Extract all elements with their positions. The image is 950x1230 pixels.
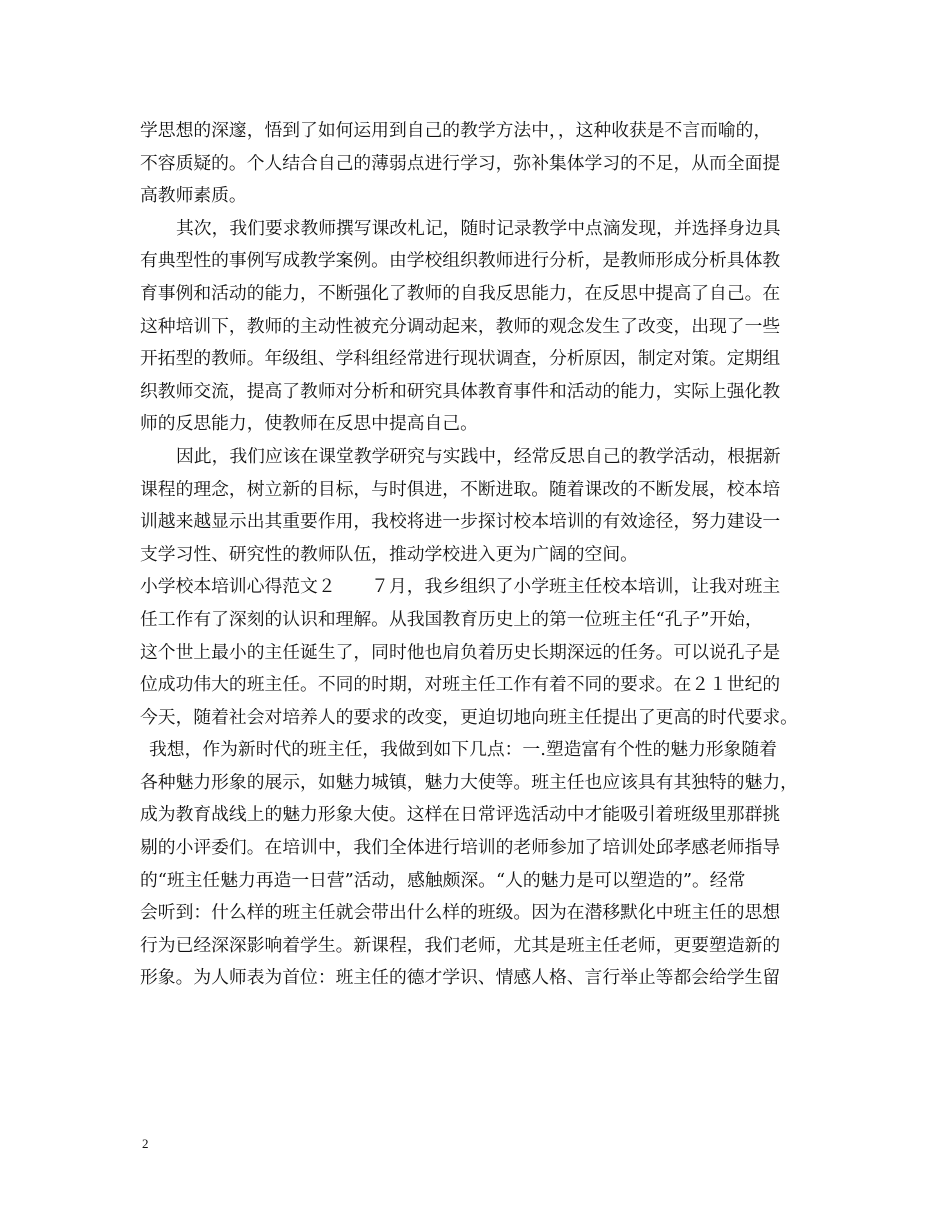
paragraph-start-line: 因此，我们应该在课堂教学研究与实践中，经常反思自己的教学活动，根据新 xyxy=(176,445,781,467)
text-line: 开拓型的教师。年级组、学科组经常进行现状调查，分析原因，制定对策。定期组 xyxy=(140,348,781,370)
text-line: 育事例和活动的能力，不断强化了教师的自我反思能力，在反思中提高了自己。在 xyxy=(140,282,781,304)
text-line: 高教师素质。 xyxy=(140,185,247,207)
page-number: 2 xyxy=(142,1136,149,1151)
text-line: 不容质疑的。个人结合自己的薄弱点进行学习，弥补集体学习的不足，从而全面提 xyxy=(140,152,781,174)
text-line: 训越来越显示出其重要作用，我校将进一步探讨校本培训的有效途径，努力建设一 xyxy=(140,511,781,533)
text-line: 形象。为人师表为首位：班主任的德才学识、情感人格、言行举止等都会给学生留 xyxy=(140,967,781,989)
text-line: 师的反思能力，使教师在反思中提高自己。 xyxy=(140,413,478,435)
text-line: 行为已经深深影响着学生。新课程，我们老师，尤其是班主任老师，更要塑造新的 xyxy=(140,934,781,956)
text-line: 我想，作为新时代的班主任，我做到如下几点：一.塑造富有个性的魅力形象随着 xyxy=(149,739,777,761)
text-line: 各种魅力形象的展示，如魅力城镇，魅力大使等。班主任也应该具有其独特的魅力， xyxy=(140,771,798,793)
section-title-line: 小学校本培训心得范文２ ７月，我乡组织了小学班主任校本培训，让我对班主 xyxy=(140,576,781,598)
text-line: 位成功伟大的班主任。不同的时期，对班主任工作有着不同的要求。在２１世纪的 xyxy=(140,674,781,696)
text-line: 有典型性的事例写成教学案例。由学校组织教师进行分析，是教师形成分析具体教 xyxy=(140,250,781,272)
paragraph-start-line: 其次，我们要求教师撰写课改札记，随时记录教学中点滴发现，并选择身边具 xyxy=(176,217,781,239)
text-line: 这个世上最小的主任诞生了，同时他也肩负着历史长期深远的任务。可以说孔子是 xyxy=(140,641,781,663)
document-body xyxy=(140,115,815,995)
text-line: 课程的理念，树立新的目标，与时俱进，不断进取。随着课改的不断发展，校本培 xyxy=(140,478,781,500)
text-line: 成为教育战线上的魅力形象大使。这样在日常评选活动中才能吸引着班级里那群挑 xyxy=(140,804,781,826)
text-line: 学思想的深邃，悟到了如何运用到自己的教学方法中，，这种收获是不言而喻的， xyxy=(140,120,772,141)
text-line: 的“班主任魅力再造一日营”活动，感触颇深。“人的魅力是可以塑造的”。经常 xyxy=(140,869,746,891)
text-line: 织教师交流，提高了教师对分析和研究具体教育事件和活动的能力，实际上强化教 xyxy=(140,380,781,402)
text-line: 这种培训下，教师的主动性被充分调动起来，教师的观念发生了改变，出现了一些 xyxy=(140,315,781,337)
text-line: 任工作有了深刻的认识和理解。从我国教育历史上的第一位班主任“孔子”开始， xyxy=(140,608,763,630)
text-line: 支学习性、研究性的教师队伍，推动学校进入更为广阔的空间。 xyxy=(140,543,638,565)
text-line: 剔的小评委们。在培训中，我们全体进行培训的老师参加了培训处邱孝感老师指导 xyxy=(140,837,781,859)
text-line: 今天，随着社会对培养人的要求的改变，更迫切地向班主任提出了更高的时代要求。 xyxy=(140,706,798,728)
text-line: 会听到：什么样的班主任就会带出什么样的班级。因为在潜移默化中班主任的思想 xyxy=(140,902,781,924)
